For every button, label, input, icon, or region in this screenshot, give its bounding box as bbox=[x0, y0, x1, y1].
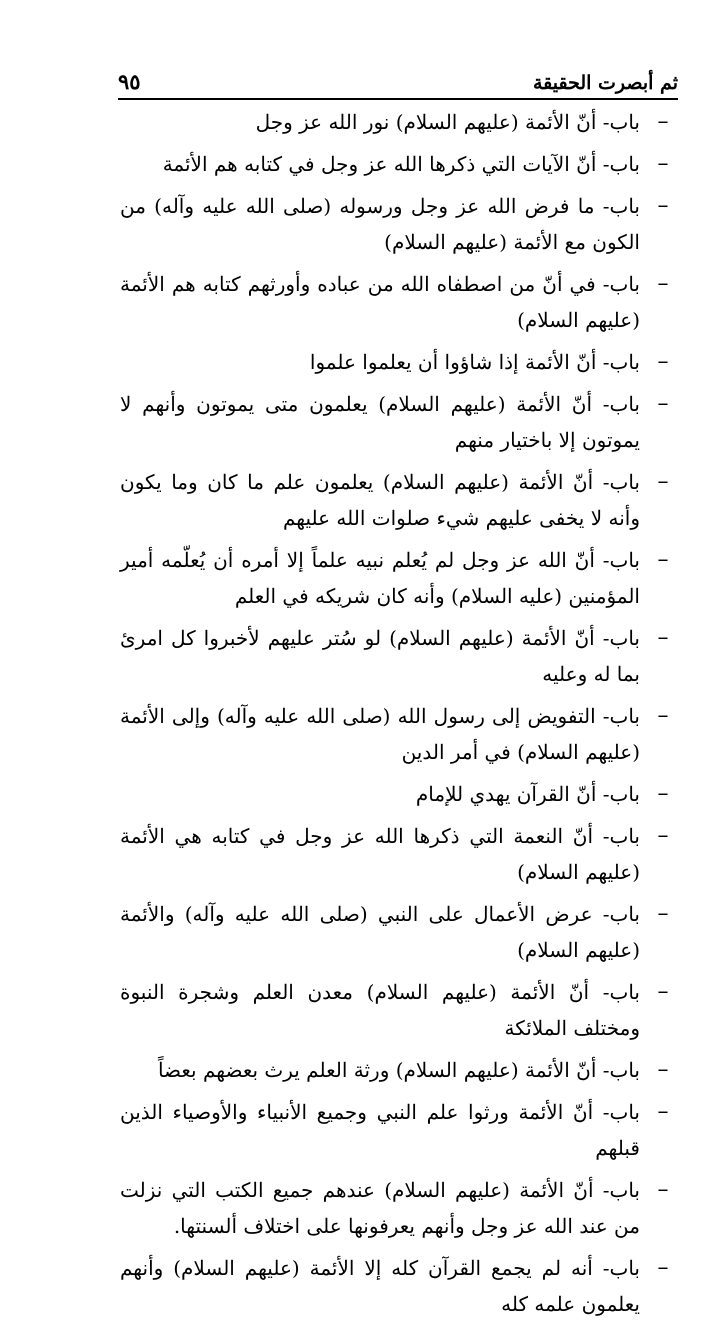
list-item-text: باب- في أنّ من اصطفاه الله من عباده وأورثهم كتابه هم الأئمة (عليهم السلام) bbox=[120, 272, 640, 332]
dash-bullet: – bbox=[657, 1099, 669, 1124]
list-item-text: باب- عرض الأعمال على النبي (صلى الله عليه وآله) والأئمة (عليهم السلام) bbox=[120, 902, 640, 962]
list-item bbox=[110, 776, 686, 812]
dash-bullet: – bbox=[657, 391, 669, 416]
list-item-text: باب- أنّ الأئمة (عليهم السلام) ورثة العلم يرث بعضهم بعضاً bbox=[157, 1058, 640, 1082]
list-item-text: باب- التفويض إلى رسول الله (صلى الله عليه وآله) وإلى الأئمة (عليهم السلام) في أمر الدين bbox=[120, 704, 640, 764]
list-item bbox=[110, 1172, 686, 1244]
list-item-text: باب- أنّ الأئمة ورثوا علم النبي وجميع الأنبياء والأوصياء الذين قبلهم bbox=[120, 1100, 640, 1160]
dash-bullet: – bbox=[657, 625, 669, 650]
dash-bullet: – bbox=[657, 979, 669, 1004]
list-item bbox=[110, 542, 686, 614]
list-item-text: باب- أنّ القرآن يهدي للإمام bbox=[415, 782, 640, 806]
list-item bbox=[110, 974, 686, 1046]
dash-bullet: – bbox=[657, 1177, 669, 1202]
dash-bullet: – bbox=[657, 271, 669, 296]
dash-bullet: – bbox=[657, 823, 669, 848]
list-item bbox=[110, 344, 686, 380]
list-item bbox=[110, 104, 686, 140]
list-item bbox=[110, 698, 686, 770]
list-item-text: باب- أنّ الله عز وجل لم يُعلم نبيه علماً إلا أمره أن يُعلّمه أمير المؤمنين (عليه السلام) وأنه كان شريكه في العلم bbox=[120, 548, 640, 608]
dash-bullet: – bbox=[657, 1057, 669, 1082]
list-item bbox=[110, 818, 686, 890]
list-item bbox=[110, 386, 686, 458]
page-header bbox=[118, 60, 678, 100]
list-item-text: باب- أنّ الأئمة (عليهم السلام) لو سُتر عليهم لأخبروا كل امرئ بما له وعليه bbox=[120, 626, 640, 686]
dash-bullet: – bbox=[657, 1255, 669, 1280]
list-item-text: باب- أنّ الأئمة (عليهم السلام) يعلمون متى يموتون وأنهم لا يموتون إلا باختيار منهم bbox=[120, 392, 640, 452]
list-item-text: باب- أنّ الأئمة (عليهم السلام) عندهم جميع الكتب التي نزلت من عند الله عز وجل وأنهم يعرفونها على اختلاف ألسنتها. bbox=[120, 1178, 640, 1238]
list-item bbox=[110, 146, 686, 182]
list-item-text: باب- أنه لم يجمع القرآن كله إلا الأئمة (عليهم السلام) وأنهم يعلمون علمه كله bbox=[120, 1256, 640, 1316]
running-header-title: ثم أبصرت الحقيقة bbox=[532, 72, 678, 94]
chapter-list bbox=[110, 104, 686, 1328]
dash-bullet: – bbox=[657, 193, 669, 218]
list-item-text: باب- أنّ النعمة التي ذكرها الله عز وجل في كتابه هي الأئمة (عليهم السلام) bbox=[120, 824, 640, 884]
list-item bbox=[110, 896, 686, 968]
list-item bbox=[110, 188, 686, 260]
list-item bbox=[110, 1250, 686, 1322]
dash-bullet: – bbox=[657, 703, 669, 728]
list-item-text: باب- أنّ الأئمة (عليهم السلام) يعلمون علم ما كان وما يكون وأنه لا يخفى عليهم شيء صلوات الله عليهم bbox=[120, 470, 640, 530]
dash-bullet: – bbox=[657, 547, 669, 572]
list-item bbox=[110, 1052, 686, 1088]
dash-bullet: – bbox=[657, 349, 669, 374]
dash-bullet: – bbox=[657, 151, 669, 176]
dash-bullet: – bbox=[657, 109, 669, 134]
list-item-text: باب- ما فرض الله عز وجل ورسوله (صلى الله عليه وآله) من الكون مع الأئمة (عليهم السلام) bbox=[120, 194, 640, 254]
dash-bullet: – bbox=[657, 469, 669, 494]
list-item bbox=[110, 1094, 686, 1166]
list-item bbox=[110, 620, 686, 692]
dash-bullet: – bbox=[657, 901, 669, 926]
list-item bbox=[110, 266, 686, 338]
list-item-text: باب- أنّ الأئمة إذا شاؤوا أن يعلموا علموا bbox=[309, 350, 640, 374]
dash-bullet: – bbox=[657, 781, 669, 806]
page-number: ٩٥ bbox=[118, 69, 141, 94]
list-item-text: باب- أنّ الأئمة (عليهم السلام) معدن العلم وشجرة النبوة ومختلف الملائكة bbox=[120, 980, 640, 1040]
list-item-text: باب- أنّ الآيات التي ذكرها الله عز وجل في كتابه هم الأئمة bbox=[162, 152, 640, 176]
list-item bbox=[110, 464, 686, 536]
list-item-text: باب- أنّ الأئمة (عليهم السلام) نور الله عز وجل bbox=[255, 110, 640, 134]
